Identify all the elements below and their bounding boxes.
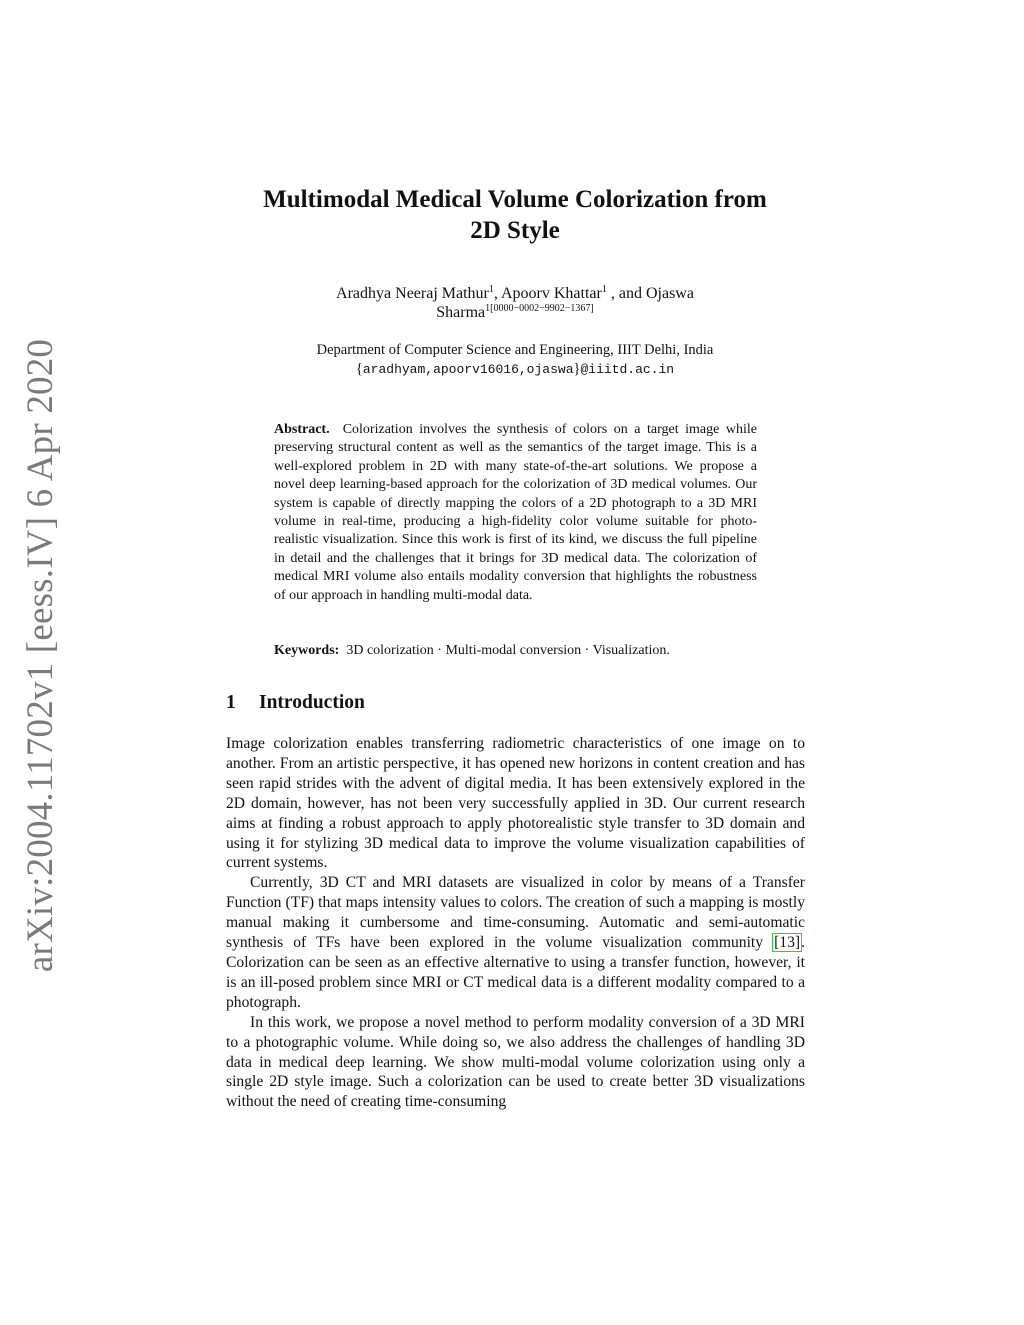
email-domain: @iiitd.ac.in: [580, 362, 675, 377]
arxiv-identifier-stamp: [20, 338, 62, 972]
arxiv-identifier-text: arXiv:2004.11702v1 [eess.IV] 6 Apr 2020: [20, 338, 62, 972]
author-conjunction: , and Ojaswa: [610, 285, 694, 302]
keywords-label: Keywords:: [274, 643, 340, 658]
email-brace-close: }: [573, 361, 581, 377]
abstract-block: [274, 421, 757, 605]
author-name: Sharma: [436, 304, 486, 321]
paragraph-2-text-a: Currently, 3D CT and MRI datasets are visualized in color by means of a Transfer Function (TF) that maps intensity values to colors. The creation of such a mapping is mostly manual making it cumbersome and time-consuming. Automatic and semi-automatic synthesis of TFs have been explored in the volume visualization community: [226, 874, 805, 952]
keywords-text: 3D colorization · Multi-modal conversion · Visualization.: [346, 643, 670, 658]
paragraph-2: [226, 873, 805, 1012]
email-line: [230, 360, 800, 379]
paragraph-2-text-b: . Colorization can be seen as an effective alternative to using a transfer function, however, it is an ill-posed problem since MRI or CT medical data is a different modality compared to a photograph.: [226, 934, 805, 1011]
author-line-2: [230, 303, 800, 322]
paragraph-3: In this work, we propose a novel method to perform modality conversion of a 3D MRI to a photographic volume. While doing so, we also address the challenges of handling 3D data in medical deep learning. We show multi-modal volume colorization using only a single 2D style image. Such a colorization can be used to create better 3D visualizations without the need of creating time-consuming: [226, 1013, 805, 1111]
department-line: Department of Computer Science and Engineering, IIIT Delhi, India: [316, 342, 714, 358]
orcid-marker: 1[0000−0002−9902−1367]: [485, 303, 594, 314]
affiliation-marker: 1: [601, 284, 607, 295]
paragraph-1: Image colorization enables transferring radiometric characteristics of one image on to another. From an artistic perspective, it has opened new horizons in content creation and has seen rapid strides with the advent of digital media. It has been extensively explored in the 2D domain, however, has not been very successfully applied in 3D. Our current research aims at finding a robust approach to apply photorealistic style transfer to 3D domain and using it for stylizing 3D medical data to improve the volume visualization capabilities of current systems.: [226, 735, 805, 872]
title-line-1: Multimodal Medical Volume Colorization from: [263, 186, 767, 213]
keywords-block: [274, 642, 757, 660]
section-title: Introduction: [259, 692, 365, 713]
affiliation-marker: 1: [488, 284, 494, 295]
author-name: , Apoorv Khattar: [493, 285, 602, 302]
email-users: aradhyam,apoorv16016,ojaswa: [362, 362, 574, 377]
citation-link[interactable]: [13]: [774, 934, 801, 952]
introduction-body: [226, 734, 805, 1112]
author-line-1: [230, 284, 800, 303]
section-number: 1: [226, 692, 236, 713]
email-brace-open: {: [355, 361, 363, 377]
author-list: [230, 284, 800, 322]
affiliation-block: [230, 341, 800, 379]
author-name: Aradhya Neeraj Mathur: [336, 285, 489, 302]
paper-title: [200, 184, 830, 246]
abstract-label: Abstract.: [274, 422, 330, 437]
section-heading: [226, 692, 365, 714]
title-line-2: 2D Style: [470, 217, 560, 244]
abstract-text: Colorization involves the synthesis of colors on a target image while preserving structural content as well as the semantics of the target image. This is a well-explored problem in 2D with many state-of-the-art solutions. We propose a novel deep learning-based approach for the colorization of 3D medical volumes. Our system is capable of directly mapping the colors of a 2D photograph to a 3D MRI volume in real-time, producing a high-fidelity color volume suitable for photo-realistic visualization. Since this work is first of its kind, we discuss the full pipeline in detail and the challenges that it brings for 3D medical data. The colorization of medical MRI volume also entails modality conversion that highlights the robustness of our approach in handling multi-modal data.: [274, 422, 758, 603]
